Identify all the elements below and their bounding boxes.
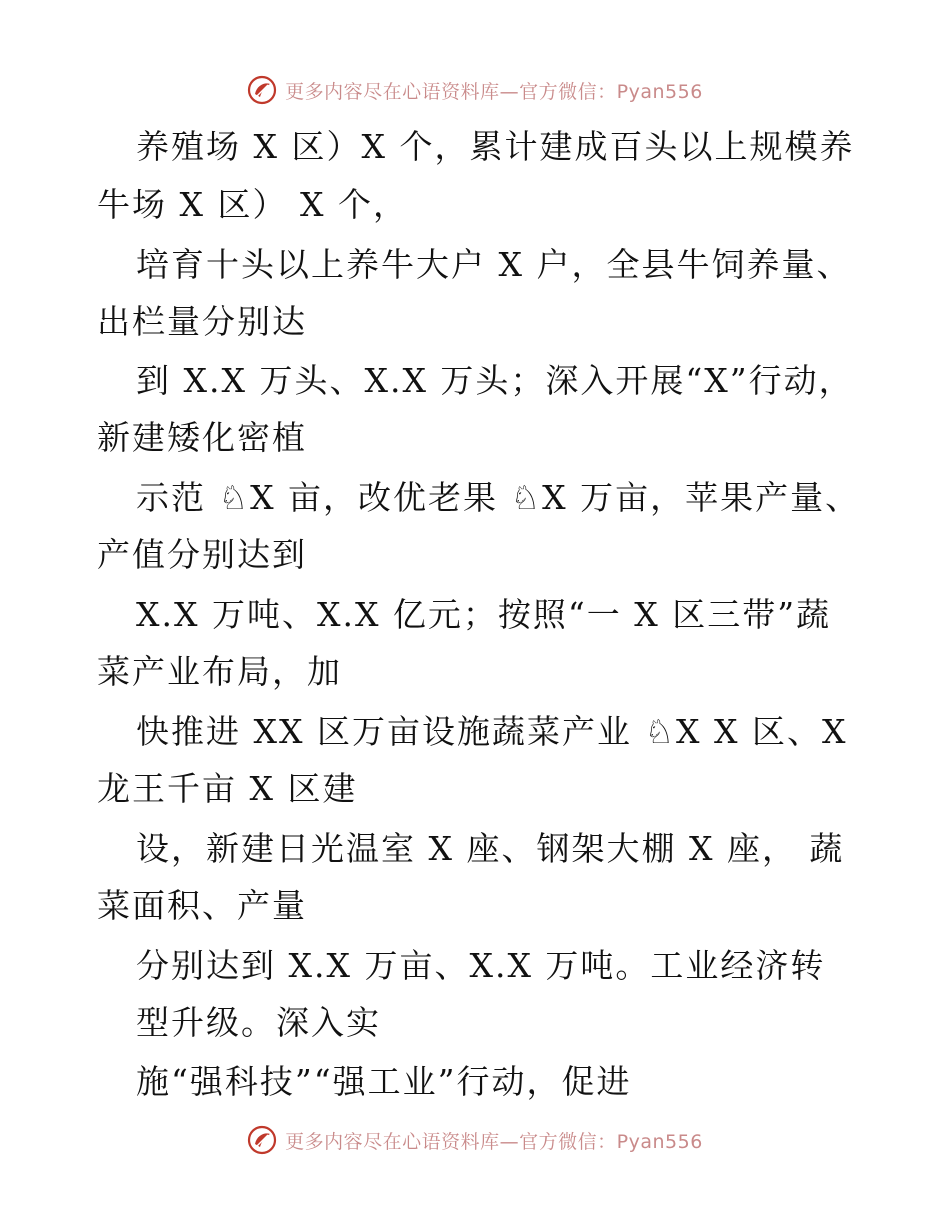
text-line: 培育十头以上养牛大户 X 户，全县牛饲养量、 [136, 245, 852, 284]
text-line: 养殖场 X 区）X 个，累计建成百头以上规模养 [136, 127, 855, 166]
text-line: 设，新建日光温室 X 座、钢架大棚 X 座， 蔬 [136, 829, 845, 868]
watermark-text: 更多内容尽在心语资料库—官方微信：Pyan556 [285, 1130, 703, 1153]
watermark-text: 更多内容尽在心语资料库—官方微信：Pyan556 [285, 80, 703, 103]
text-line: 牛场 X 区） X 个， [97, 185, 408, 224]
text-line: 快推进 XX 区万亩设施蔬菜产业 ♘X X 区、X [136, 712, 848, 751]
library-logo-icon [247, 75, 277, 105]
text-line: 施“强科技”“强工业”行动，促进 [136, 1062, 632, 1101]
text-line: 新建矮化密植 [97, 418, 307, 457]
text-line: 示范 ♘X 亩，改优老果 ♘X 万亩，苹果产量、 [136, 478, 861, 517]
text-line: 出栏量分别达 [97, 302, 307, 341]
text-line: 型升级。深入实 [136, 1003, 381, 1042]
library-logo-icon [247, 1125, 277, 1155]
text-line: 菜产业布局，加 [97, 652, 342, 691]
text-line: 龙王千亩 X 区建 [97, 769, 358, 808]
text-line: 菜面积、产量 [97, 886, 307, 925]
footer-watermark [0, 1122, 950, 1158]
text-line: 分别达到 X.X 万亩、X.X 万吨。工业经济转 [136, 946, 826, 985]
text-line: X.X 万吨、X.X 亿元；按照“一 X 区三带”蔬 [136, 595, 832, 634]
text-line: 到 X.X 万头、X.X 万头；深入开展“X”行动， [136, 361, 854, 400]
header-watermark [0, 72, 950, 108]
text-line: 产值分别达到 [97, 535, 307, 574]
